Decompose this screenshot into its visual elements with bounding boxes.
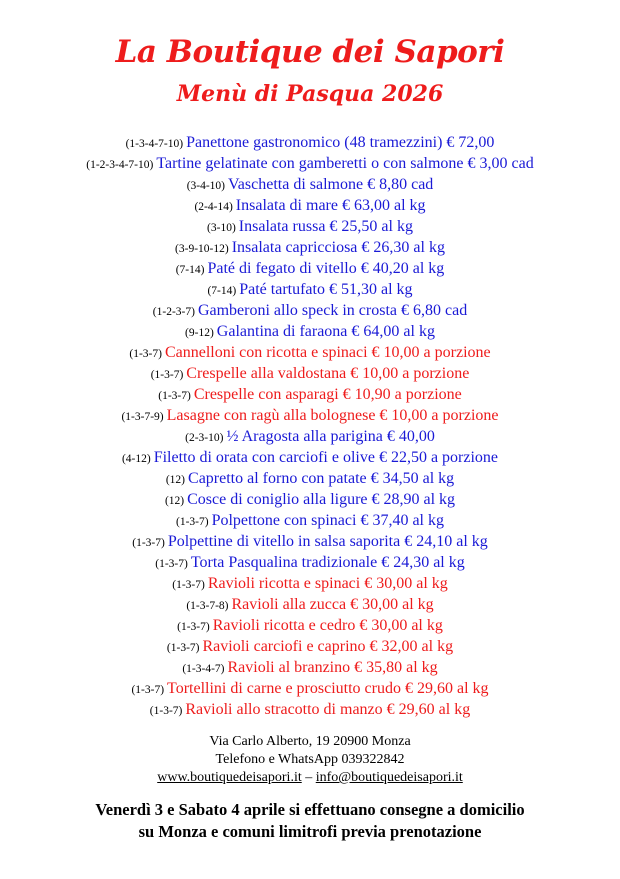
menu-list — [0, 132, 620, 720]
menu-item — [0, 615, 620, 636]
menu-item-allergens: (1-3-7) — [155, 558, 188, 570]
menu-item-allergens: (4-12) — [121, 453, 151, 465]
menu-item-allergens: (1-3-7) — [166, 642, 200, 654]
menu-item — [0, 636, 620, 657]
phone-line: Telefono e WhatsApp 039322842 — [215, 752, 405, 767]
menu-item-dish: Ravioli ricotta e spinaci € 30,00 al kg — [207, 575, 448, 592]
menu-item-dish: Ravioli allo stracotto di manzo € 29,60 al kg — [185, 701, 471, 718]
menu-item — [0, 279, 620, 300]
menu-item-allergens: (1-2-3-7) — [152, 306, 195, 318]
web-contacts-line — [0, 769, 620, 787]
menu-item — [0, 405, 620, 426]
menu-item-allergens: (12) — [164, 495, 185, 507]
menu-item — [0, 489, 620, 510]
menu-item-dish: Vaschetta di salmone € 8,80 cad — [228, 176, 434, 193]
menu-item-allergens: (2-3-10) — [185, 432, 224, 444]
menu-item-allergens: (1-3-7) — [131, 684, 165, 696]
menu-item — [0, 657, 620, 678]
delivery-notice — [0, 799, 620, 843]
shop-title: La Boutique dei Sapori — [115, 34, 505, 70]
menu-item — [0, 216, 620, 237]
menu-item — [0, 195, 620, 216]
menu-subtitle: Menù di Pasqua 2026 — [176, 81, 444, 107]
menu-item-dish: Tortellini di carne e prosciutto crudo € 29,60 al kg — [167, 680, 489, 697]
menu-item-allergens: (7-14) — [175, 264, 205, 276]
menu-item — [0, 153, 620, 174]
delivery-notice-line-2: su Monza e comuni limitrofi previa prenotazione — [138, 822, 482, 841]
menu-item — [0, 363, 620, 384]
address-line: Via Carlo Alberto, 19 20900 Monza — [209, 734, 411, 749]
menu-item-allergens: (1-3-7) — [172, 579, 205, 591]
menu-item-dish: Panettone gastronomico (48 tramezzini) € 72,00 — [186, 134, 495, 151]
menu-item-allergens: (1-3-7) — [149, 705, 183, 717]
menu-item — [0, 321, 620, 342]
menu-item-allergens: (1-3-7) — [176, 516, 209, 528]
menu-item-dish: Ravioli ricotta e cedro € 30,00 al kg — [212, 617, 443, 634]
menu-item — [0, 132, 620, 153]
menu-item-dish: Torta Pasqualina tradizionale € 24,30 al kg — [190, 554, 465, 571]
email-link[interactable]: info@boutiquedeisapori.it — [315, 770, 463, 785]
menu-item-allergens: (12) — [165, 474, 186, 486]
menu-item-dish: ½ Aragosta alla parigina € 40,00 — [226, 428, 435, 445]
menu-item — [0, 300, 620, 321]
menu-item-allergens: (7-14) — [207, 285, 237, 297]
menu-item-allergens: (1-3-4-7) — [182, 663, 225, 675]
menu-item — [0, 447, 620, 468]
menu-item — [0, 174, 620, 195]
menu-item-allergens: (2-4-14) — [194, 201, 233, 213]
menu-item-dish: Insalata capricciosa € 26,30 al kg — [231, 239, 445, 256]
menu-item-dish: Ravioli carciofi e caprino € 32,00 al kg — [202, 638, 454, 655]
menu-item — [0, 468, 620, 489]
menu-item-allergens: (1-3-7-8) — [186, 600, 229, 612]
menu-item-allergens: (3-4-10) — [186, 180, 226, 192]
menu-item-dish: Polpettone con spinaci € 37,40 al kg — [211, 512, 444, 529]
menu-item — [0, 342, 620, 363]
menu-item-dish: Insalata di mare € 63,00 al kg — [235, 197, 426, 214]
menu-item — [0, 594, 620, 615]
menu-item-dish: Gamberoni allo speck in crosta € 6,80 cad — [197, 302, 468, 319]
menu-item-dish: Crespelle con asparagi € 10,90 a porzione — [193, 386, 462, 403]
menu-item — [0, 426, 620, 447]
delivery-notice-line-1: Venerdì 3 e Sabato 4 aprile si effettuano consegne a domicilio — [95, 800, 525, 819]
menu-item-dish: Crespelle alla valdostana € 10,00 a porzione — [186, 365, 470, 382]
menu-item-dish: Polpettine di vitello in salsa saporita € 24,10 al kg — [167, 533, 488, 550]
menu-item-allergens: (1-3-7-9) — [121, 411, 164, 423]
menu-item-dish: Filetto di orata con carciofi e olive € 22,50 a porzione — [153, 449, 499, 466]
menu-item-dish: Tartine gelatinate con gamberetti o con salmone € 3,00 cad — [156, 155, 534, 172]
menu-item-dish: Insalata russa € 25,50 al kg — [238, 218, 413, 235]
menu-item-allergens: (1-3-7) — [129, 348, 162, 360]
menu-item-allergens: (3-9-10-12) — [175, 243, 229, 255]
menu-item — [0, 510, 620, 531]
menu-item-dish: Ravioli alla zucca € 30,00 al kg — [231, 596, 434, 613]
menu-item-allergens: (1-3-7) — [177, 621, 210, 633]
contact-footer — [0, 733, 620, 787]
menu-item — [0, 552, 620, 573]
menu-item-dish: Capretto al forno con patate € 34,50 al kg — [188, 470, 455, 487]
menu-item-allergens: (3-10) — [207, 222, 236, 234]
menu-item — [0, 258, 620, 279]
menu-item-dish: Cannelloni con ricotta e spinaci € 10,00 a porzione — [164, 344, 491, 361]
menu-item-dish: Paté di fegato di vitello € 40,20 al kg — [207, 260, 445, 277]
menu-item-allergens: (9-12) — [185, 327, 214, 339]
menu-item-dish: Lasagne con ragù alla bolognese € 10,00 a porzione — [166, 407, 499, 424]
menu-item-allergens: (1-3-7) — [158, 390, 191, 402]
menu-item — [0, 699, 620, 720]
menu-item-dish: Paté tartufato € 51,30 al kg — [239, 281, 413, 298]
menu-item — [0, 237, 620, 258]
menu-item-allergens: (1-3-7) — [150, 369, 184, 381]
menu-item-dish: Cosce di coniglio alla ligure € 28,90 al kg — [187, 491, 456, 508]
menu-item — [0, 573, 620, 594]
website-link[interactable]: www.boutiquedeisapori.it — [157, 770, 302, 785]
menu-item — [0, 384, 620, 405]
menu-item-allergens: (1-2-3-4-7-10) — [86, 159, 154, 171]
menu-item-dish: Ravioli al branzino € 35,80 al kg — [227, 659, 438, 676]
contact-separator: – — [305, 770, 313, 785]
menu-item-allergens: (1-3-7) — [132, 537, 165, 549]
menu-item-dish: Galantina di faraona € 64,00 al kg — [216, 323, 435, 340]
menu-item — [0, 531, 620, 552]
menu-item-allergens: (1-3-4-7-10) — [125, 138, 184, 150]
menu-item — [0, 678, 620, 699]
